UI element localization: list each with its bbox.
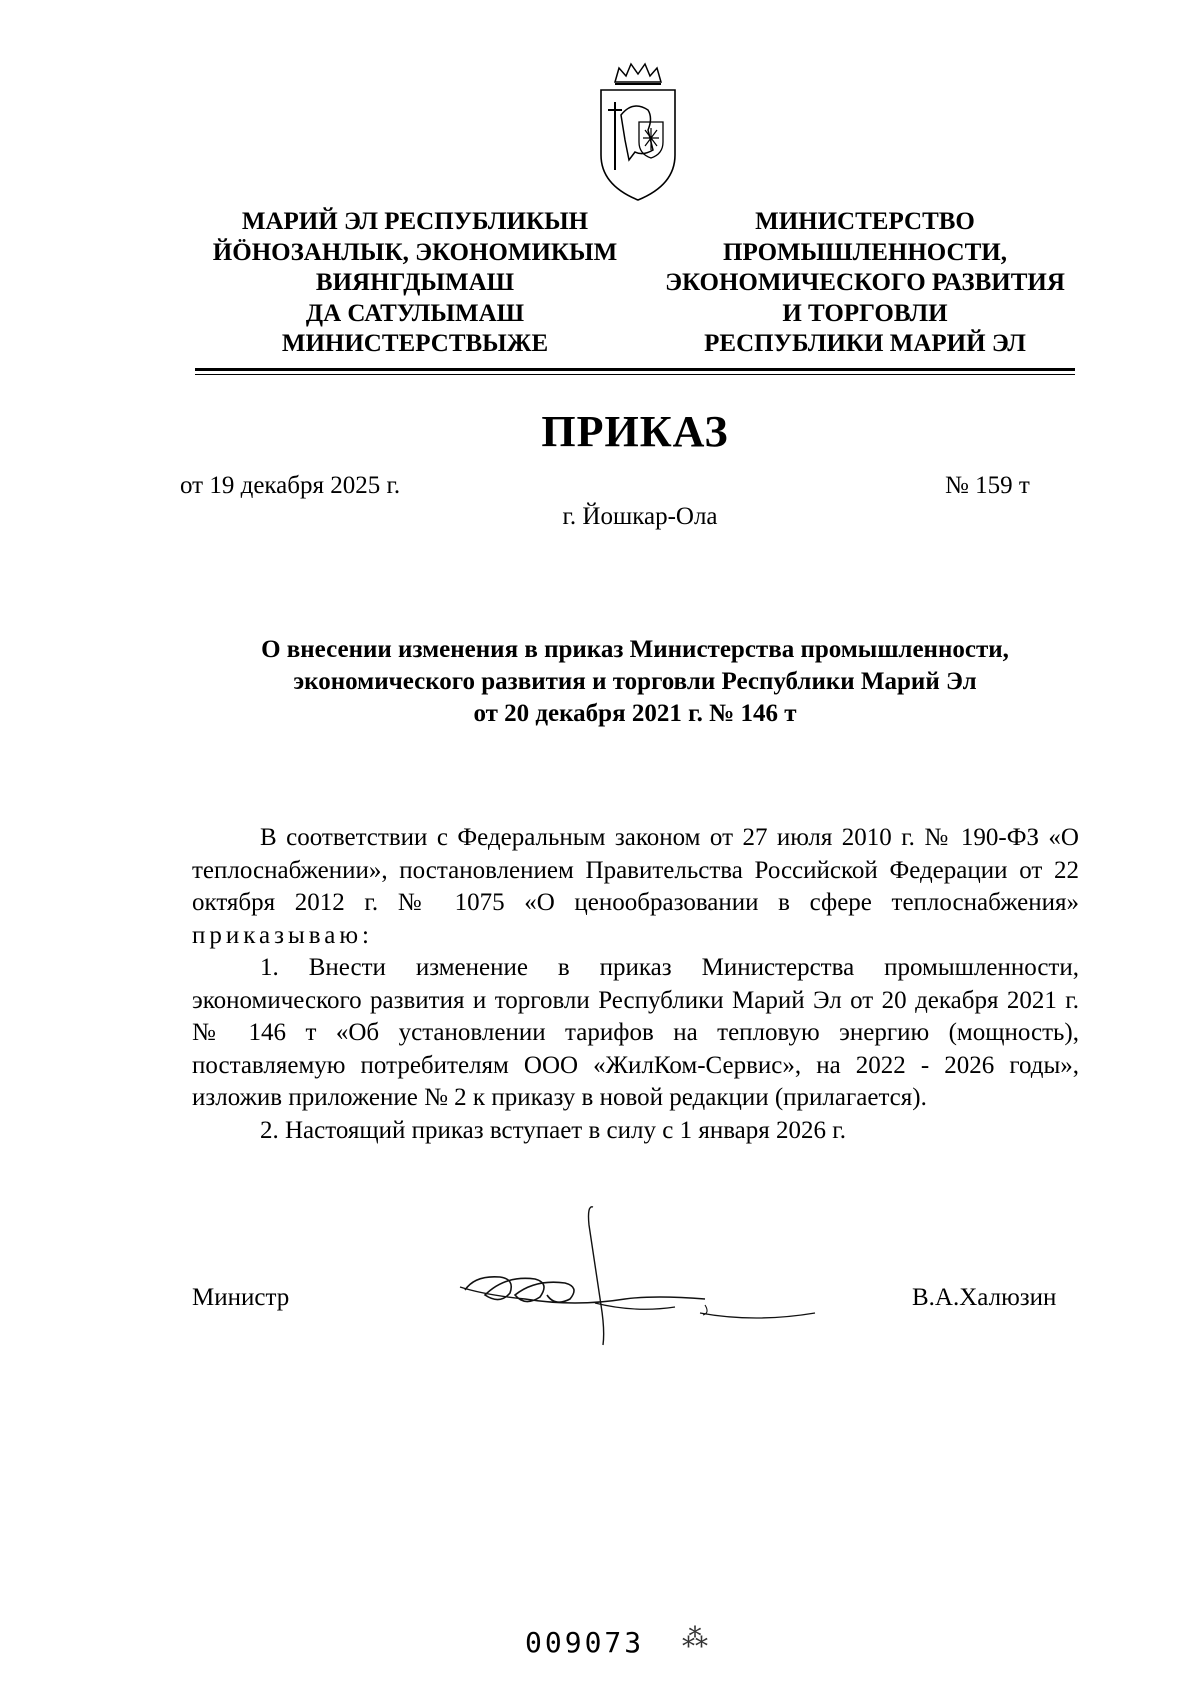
- subject-line: экономического развития и торговли Республики Марий Эл: [293, 668, 977, 695]
- signatory-title: Министр: [192, 1284, 290, 1311]
- header-right-line: МИНИСТЕРСТВО: [755, 208, 975, 235]
- document-number: № 159 т: [945, 472, 1030, 499]
- order-word: приказываю:: [192, 921, 373, 949]
- header-left-marian: [180, 207, 650, 360]
- item-2-paragraph: 2. Настоящий приказ вступает в силу с 1 января 2026 г.: [260, 1116, 846, 1144]
- header-left-line: ВИЯНГДЫМАШ: [315, 269, 515, 296]
- document-title: ПРИКАЗ: [541, 407, 729, 456]
- header-right-line: И ТОРГОВЛИ: [782, 299, 948, 327]
- coat-of-arms-emblem: [593, 60, 683, 210]
- header-left-line: ЙӦНОЗАНЛЫК, ЭКОНОМИКЫМ: [212, 238, 618, 266]
- preamble-text: В соответствии с Федеральным законом от 27 июля 2010 г. № 190-ФЗ «О теплоснабжении», постановлением Правительства Российской Федерации от 22 октября 2012 г. № 1075 «О ценообразовании в сфере теплоснабжения»: [192, 824, 1079, 916]
- header-divider-thin: [195, 374, 1075, 375]
- header-right-line: ПРОМЫШЛЕННОСТИ,: [723, 238, 1007, 266]
- registration-mark: ⁂: [682, 1624, 708, 1653]
- subject-line: от 20 декабря 2021 г. № 146 т: [473, 700, 797, 727]
- header-right-russian: [650, 207, 1080, 360]
- header-left-line: МИНИСТЕРСТВЫЖЕ: [281, 330, 549, 357]
- item-1-paragraph: 1. Внести изменение в приказ Министерства промышленности, экономического развития и торговли Республики Марий Эл от 20 декабря 2021 г. № 146 т «Об установлении тарифов на тепловую энергию (мощность), поставляемую потребителям ООО «ЖилКом-Сервис», на 2022 - 2026 годы», изложив приложение № 2 к приказу в новой редакции (прилагается).: [192, 954, 1079, 1111]
- header-right-line: РЕСПУБЛИКИ МАРИЙ ЭЛ: [704, 330, 1026, 357]
- registration-number: 009073: [525, 1626, 645, 1659]
- document-body: [192, 822, 1079, 1147]
- preamble-paragraph: [192, 822, 1079, 952]
- document-subject: [150, 634, 1120, 730]
- document-date: от 19 декабря 2025 г.: [180, 472, 401, 499]
- subject-line: О внесении изменения в приказ Министерства промышленности,: [261, 636, 1009, 663]
- header-divider-thick: [195, 368, 1075, 371]
- header-left-line: ДА САТУЛЫМАШ: [305, 299, 525, 327]
- handwritten-signature: [455, 1195, 895, 1355]
- signatory-name: В.А.Халюзин: [912, 1284, 1057, 1311]
- header-right-line: ЭКОНОМИЧЕСКОГО РАЗВИТИЯ: [665, 269, 1065, 296]
- header-left-line: МАРИЙ ЭЛ РЕСПУБЛИКЫН: [241, 208, 589, 235]
- document-city: г. Йошкар-Ола: [562, 503, 718, 530]
